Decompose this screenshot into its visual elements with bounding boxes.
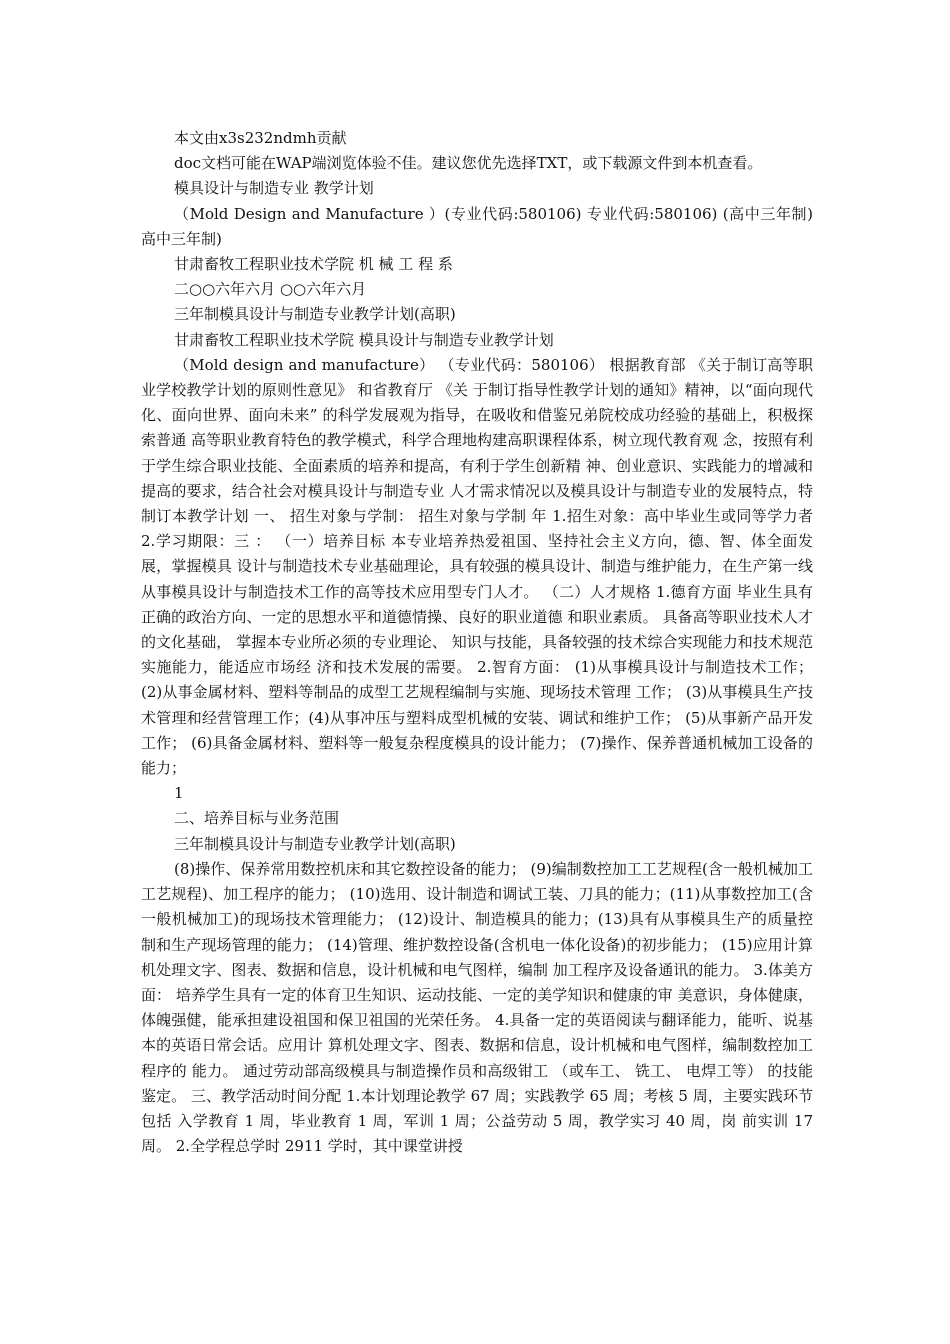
body-paragraph-2: (8)操作、保养常用数控机床和其它数控设备的能力； (9)编制数控加工工艺规程(含一般机械加工工艺规程)、加工程序的能力； (10)选用、设计制造和调试工装、刀具的能力；(11)从事数控加工(含一般机械加工)的现场技术管理能力； (12)设计、制造模具的能力；(13)具有从事模具生产的质量控制和生产现场管理的能力； (14)管理、维护数控设备(含机电一体化设备)的初步能力； (15)应用计算机处理文字、图表、数据和信息，设计机械和电气图样，编制 加工程序及设备通讯的能力。 3.体美方面： 培养学生具有一定的体育卫生知识、运动技能、一定的美学知识和健康的审 美意识，身体健康，体魄强健，能承担建设祖国和保卫祖国的光荣任务。 4.具备一定的英语阅读与翻译能力，能听、说基本的英语日常会话。应用计 算机处理文字、图表、数据和信息，设计机械和电气图样，编制数控加工程序的 能力。 通过劳动部高级模具与制造操作员和高级钳工 （或车工、 铣工、 电焊工等） 的技能鉴定。 三、教学活动时间分配 1.本计划理论教学 67 周；实践教学 65 周；考核 5 周，主要实践环节包括 入学教育 1 周，毕业教育 1 周，军训 1 周；公益劳动 5 周，教学实习 40 周，岗 前实训 17 周。 2.全学程总学时 2911 学时，其中课堂讲授 xyxy=(141,859,813,1156)
notice-line: doc文档可能在WAP端浏览体验不佳。建议您优先选择TXT，或下载源文件到本机查看。 xyxy=(174,154,763,173)
plan-header-line: 三年制模具设计与制造专业教学计划(高职) xyxy=(174,305,456,324)
date-line: 二○○六年六月 ○○六年六月 xyxy=(174,280,367,299)
section-heading: 二、培养目标与业务范围 xyxy=(174,809,340,828)
contributor-line: 本文由x3s232ndmh贡献 xyxy=(174,129,347,147)
document-page xyxy=(141,126,813,1159)
school-plan-line: 甘肃畜牧工程职业技术学院 模具设计与制造专业教学计划 xyxy=(174,330,554,349)
english-title-line: （Mold Design and Manufacture ）(专业代码:580106) 专业代码:580106) (高中三年制) 高中三年制) xyxy=(141,204,813,248)
school-line: 甘肃畜牧工程职业技术学院 机 械 工 程 系 xyxy=(174,255,453,274)
body-paragraph-1: （Mold design and manufacture） （专业代码：580106） 根据教育部 《关于制订高等职业学校教学计划的原则性意见》 和省教育厅 《关 于制订指导性教学计划的通知》精神，以“面向现代化、面向世界、面向未来” 的科学发展观为指导，在吸收和借鉴兄弟院校成功经验的基础上，积极探索普通 高等职业教育特色的教学模式，科学合理地构建高职课程体系，树立现代教育观 念，按照有利于学生综合职业技能、全面素质的培养和提高，有利于学生创新精 神、创业意识、实践能力的增减和提高的要求，结合社会对模具设计与制造专业 人才需求情况以及模具设计与制造专业的发展特点，特制订本教学计划 一、 招生对象与学制： 招生对象与学制 年 1.招生对象：高中毕业生或同等学力者 2.学习期限：三 ： （一）培养目标 本专业培养热爱祖国、坚持社会主义方向，德、智、体全面发展，掌握模具 设计与制造技术专业基础理论，具有较强的模具设计、制造与维护能力，在生产第一线从事模具设计与制造技术工作的高等技术应用型专门人才。 （二）人才规格 1.德育方面 毕业生具有正确的政治方向、一定的思想水平和道德情操、良好的职业道德 和职业素质。 具备高等职业技术人才的文化基础， 掌握本专业所必须的专业理论、 知识与技能，具备较强的技术综合实现能力和技术规范实施能力，能适应市场经 济和技术发展的需要。 2.智育方面： (1)从事模具设计与制造技术工作； (2)从事金属材料、塑料等制品的成型工艺规程编制与实施、现场技术管理 工作； (3)从事模具生产技术管理和经营管理工作；(4)从事冲压与塑料成型机械的安装、调试和维护工作； (5)从事新产品开发工作； (6)具备金属材料、塑料等一般复杂程度模具的设计能力； (7)操作、保养普通机械加工设备的能力； xyxy=(141,355,813,778)
title-line: 模具设计与制造专业 教学计划 xyxy=(174,179,374,198)
plan-header-line-2: 三年制模具设计与制造专业教学计划(高职) xyxy=(174,834,456,853)
page-number: 1 xyxy=(174,784,184,803)
